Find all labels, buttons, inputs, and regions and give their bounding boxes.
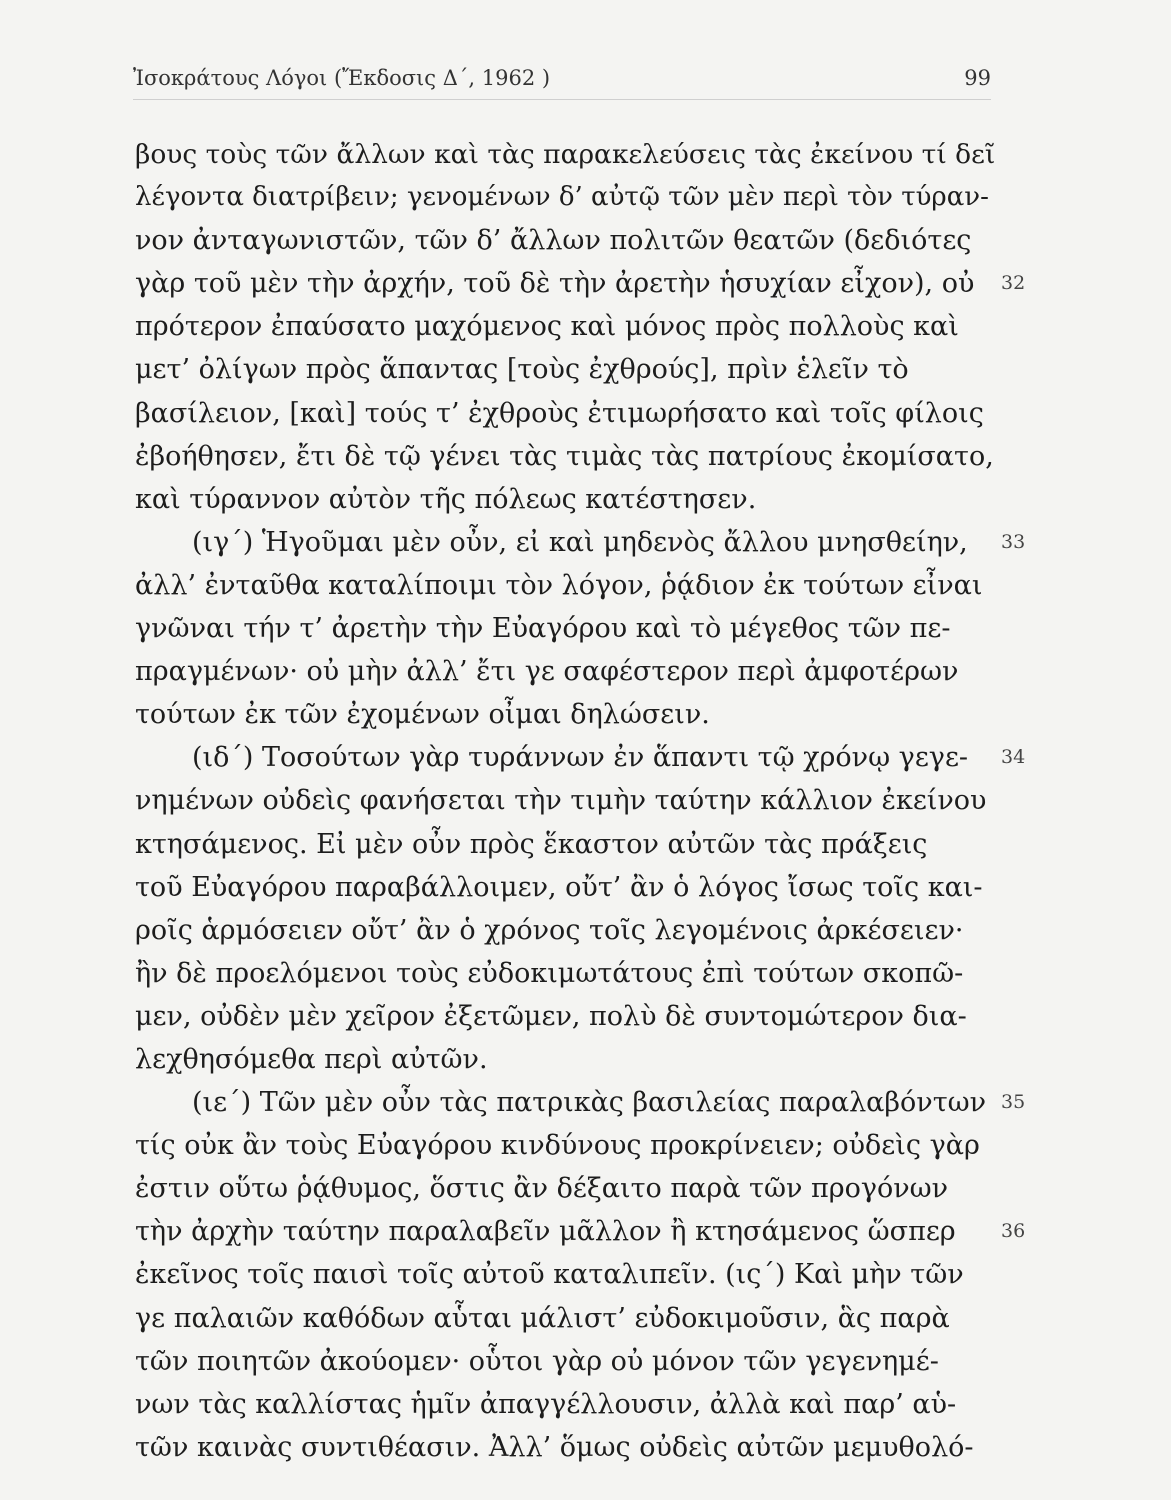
page-header [133,66,991,96]
text-line-paragraph-start: (ιε΄) Τῶν μὲν οὖν τὰς πατρικὰς βασιλείας παραλαβόντων [192,1087,987,1119]
text-line: μεν, οὐδὲν μὲν χεῖρον ἐξετῶμεν, πολὺ δὲ συντομώτερον δια- [135,1000,967,1032]
text-line: νημένων οὐδεὶς φανήσεται τὴν τιμὴν ταύτην κάλλιον ἐκείνου [135,785,987,817]
text-line: νον ἀνταγωνιστῶν, τῶν δ’ ἄλλων πολιτῶν θεατῶν (δεδιότες [135,225,972,257]
header-rule [133,99,991,100]
text-line-paragraph-start: (ιδ΄) Τοσούτων γὰρ τυράννων ἐν ἅπαντι τῷ χρόνῳ γεγε- [192,742,969,774]
text-line: τὴν ἀρχὴν ταύτην παραλαβεῖν μᾶλλον ἢ κτησάμενος ὥσπερ [135,1216,956,1248]
text-line: βους τοὺς τῶν ἄλλων καὶ τὰς παρακελεύσεις τὰς ἐκείνου τί δεῖ [135,139,996,170]
text-line: ἐκεῖνος τοῖς παισὶ τοῖς αὐτοῦ καταλιπεῖν. (ις΄) Καὶ μὴν τῶν [135,1259,964,1291]
section-number-margin: 36 [1001,1220,1026,1242]
text-line: πρότερον ἐπαύσατο μαχόμενος καὶ μόνος πρὸς πολλοὺς καὶ [135,311,959,343]
text-line: ἐβοήθησεν, ἔτι δὲ τῷ γένει τὰς τιμὰς τὰς πατρίους ἐκομίσατο, [135,440,994,472]
text-line: νων τὰς καλλίστας ἡμῖν ἀπαγγέλλουσιν, ἀλλὰ καὶ παρ’ αὑ- [135,1388,957,1420]
text-line: κτησάμενος. Εἰ μὲν οὖν πρὸς ἕκαστον αὐτῶν τὰς πράξεις [135,828,928,860]
text-line: ἀλλ’ ἐνταῦθα καταλίποιμι τὸν λόγον, ῥᾴδιον ἐκ τούτων εἶναι [135,569,983,601]
text-line: τίς οὐκ ἂν τοὺς Εὐαγόρου κινδύνους προκρίνειεν; οὐδεὶς γὰρ [135,1130,980,1162]
text-line: τῶν ποιητῶν ἀκούομεν· οὗτοι γὰρ οὐ μόνον τῶν γεγενημέ- [135,1345,939,1377]
section-number-margin: 35 [1001,1091,1026,1113]
text-line: γνῶναι τήν τ’ ἀρετὴν τὴν Εὐαγόρου καὶ τὸ μέγεθος τῶν πε- [135,613,951,645]
text-line: ἢν δὲ προελόμενοι τοὺς εὐδοκιμωτάτους ἐπὶ τούτων σκοπῶ- [135,957,964,989]
greek-text-body [135,133,995,1469]
text-line: γὰρ τοῦ μὲν τὴν ἀρχήν, τοῦ δὲ τὴν ἀρετὴν ἡσυχίαν εἶχον), οὐ [135,268,975,300]
section-number-margin: 34 [1001,746,1026,768]
text-line: πραγμένων· οὐ μὴν ἀλλ’ ἔτι γε σαφέστερον περὶ ἀμφοτέρων [135,656,959,688]
text-line: ἐστιν οὕτω ῥᾴθυμος, ὅστις ἂν δέξαιτο παρὰ τῶν προγόνων [135,1173,949,1205]
text-line-paragraph-start: (ιγ΄) Ἡγοῦμαι μὲν οὖν, εἰ καὶ μηδενὸς ἄλλου μνησθείην, [192,526,968,558]
text-line: ροῖς ἁρμόσειεν οὔτ’ ἂν ὁ χρόνος τοῖς λεγομένοις ἀρκέσειεν· [135,914,964,946]
running-title: Ἰσοκράτους Λόγοι (Ἔκδοσις Δ΄, 1962 ) [133,66,551,90]
text-line: μετ’ ὀλίγων πρὸς ἅπαντας [τοὺς ἐχθρούς], πρὶν ἑλεῖν τὸ [135,354,909,386]
page-number: 99 [964,66,991,90]
text-line: καὶ τύραννον αὐτὸν τῆς πόλεως κατέστησεν. [135,483,757,515]
text-line: τούτων ἐκ τῶν ἐχομένων οἶμαι δηλώσειν. [135,699,710,731]
text-line: λέγοντα διατρίβειν; γενομένων δ’ αὐτῷ τῶν μὲν περὶ τὸν τύραν- [135,182,989,213]
text-line: τῶν καινὰς συντιθέασιν. Ἀλλ’ ὅμως οὐδεὶς αὐτῶν μεμυθολό- [135,1431,974,1463]
section-number-margin: 32 [1001,272,1026,294]
text-line: λεχθησόμεθα περὶ αὐτῶν. [135,1043,488,1075]
text-line: τοῦ Εὐαγόρου παραβάλλοιμεν, οὔτ’ ἂν ὁ λόγος ἴσως τοῖς και- [135,871,983,903]
text-line: γε παλαιῶν καθόδων αὗται μάλιστ’ εὐδοκιμοῦσιν, ἃς παρὰ [135,1302,950,1334]
text-line: βασίλειον, [καὶ] τούς τ’ ἐχθροὺς ἐτιμωρήσατο καὶ τοῖς φίλοις [135,397,984,429]
section-number-margin: 33 [1001,531,1026,553]
